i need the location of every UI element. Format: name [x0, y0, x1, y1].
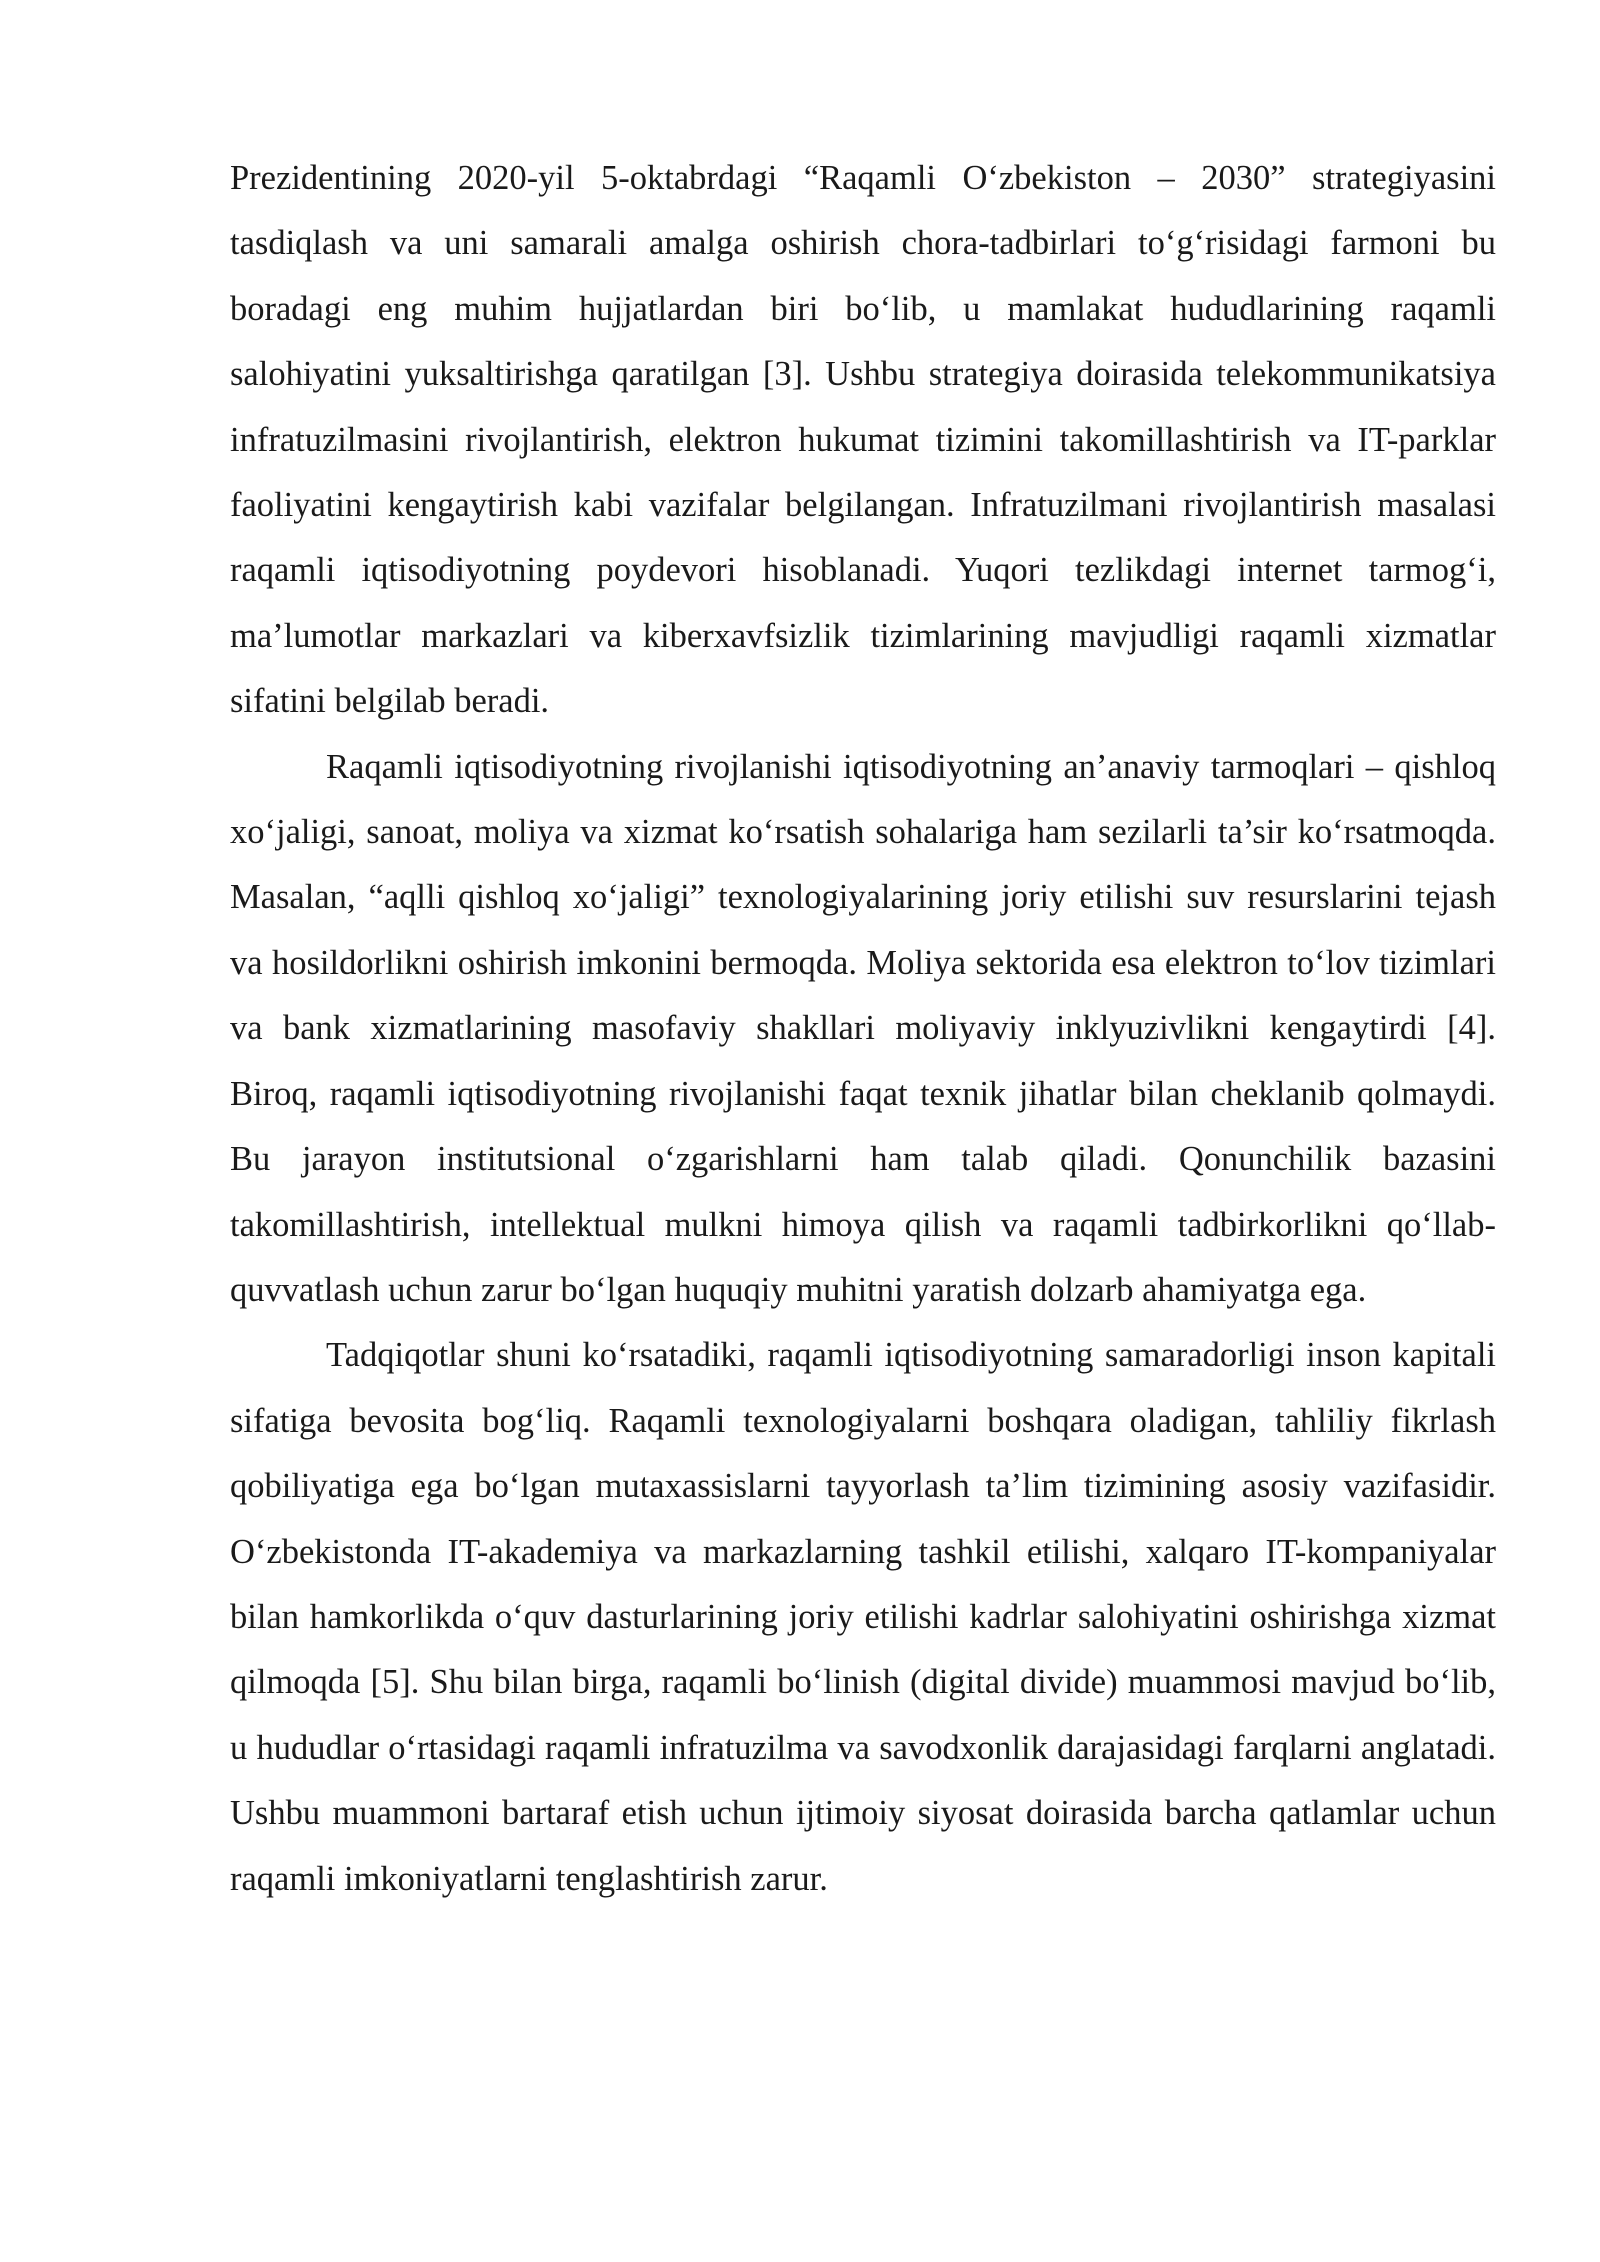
paragraph-traditional-sectors: Raqamli iqtisodiyotning rivojlanishi iqtisodiyotning an’anaviy tarmoqlari – qishloq xo‘jaligi, sanoat, moliya va xizmat ko‘rsatish sohalariga ham sezilarli ta’sir ko‘rsatmoqda. Masalan, “aqlli qishloq xo‘jaligi” texnologiyalarining joriy etilishi suv resurslarini tejash va hosildorlikni oshirish imkonini bermoqda. Moliya sektorida esa elektron to‘lov tizimlari va bank xizmatlarining masofaviy shakllari moliyaviy inklyuzivlikni kengaytirdi [4]. Biroq, raqamli iqtisodiyotning rivojlanishi faqat texnik jihatlar bilan cheklanib qolmaydi. Bu jarayon institutsional o‘zgarishlarni ham talab qiladi. Qonunchilik bazasini takomillashtirish, intellektual mulkni himoya qilish va raqamli tadbirkorlikni qo‘llab-quvvatlash uchun zarur bo‘lgan huquqiy muhitni yaratish dolzarb ahamiyatga ega.	[230, 747, 1496, 1309]
paragraph-human-capital: Tadqiqotlar shuni ko‘rsatadiki, raqamli iqtisodiyotning samaradorligi inson kapitali sifatiga bevosita bog‘liq. Raqamli texnologiyalarni boshqara oladigan, tahliliy fikrlash qobiliyatiga ega bo‘lgan mutaxassislarni tayyorlash ta’lim tizimining asosiy vazifasidir. O‘zbekistonda IT-akademiya va markazlarning tashkil etilishi, xalqaro IT-kompaniyalar bilan hamkorlikda o‘quv dasturlarining joriy etilishi kadrlar salohiyatini oshirishga xizmat qilmoqda [5]. Shu bilan birga, raqamli bo‘linish (digital divide) muammosi mavjud bo‘lib, u hududlar o‘rtasidagi raqamli infratuzilma va savodxonlik darajasidagi farqlarni anglatadi. Ushbu muammoni bartaraf etish uchun ijtimoiy siyosat doirasida barcha qatlamlar uchun raqamli imkoniyatlarni tenglashtirish zarur.	[230, 1336, 1496, 1898]
body-text	[230, 146, 1496, 1912]
paragraph-strategy: Prezidentining 2020-yil 5-oktabrdagi “Raqamli O‘zbekiston – 2030” strategiyasini tasdiqlash va uni samarali amalga oshirish chora-tadbirlari to‘g‘risidagi farmoni bu boradagi eng muhim hujjatlardan biri bo‘lib, u mamlakat hududlarining raqamli salohiyatini yuksaltirishga qaratilgan [3]. Ushbu strategiya doirasida telekommunikatsiya infratuzilmasini rivojlantirish, elektron hukumat tizimini takomillashtirish va IT-parklar faoliyatini kengaytirish kabi vazifalar belgilangan. Infratuzilmani rivojlantirish masalasi raqamli iqtisodiyotning poydevori hisoblanadi. Yuqori tezlikdagi internet tarmog‘i, ma’lumotlar markazlari va kiberxavfsizlik tizimlarining mavjudligi raqamli xizmatlar sifatini belgilab beradi.	[230, 159, 1496, 721]
